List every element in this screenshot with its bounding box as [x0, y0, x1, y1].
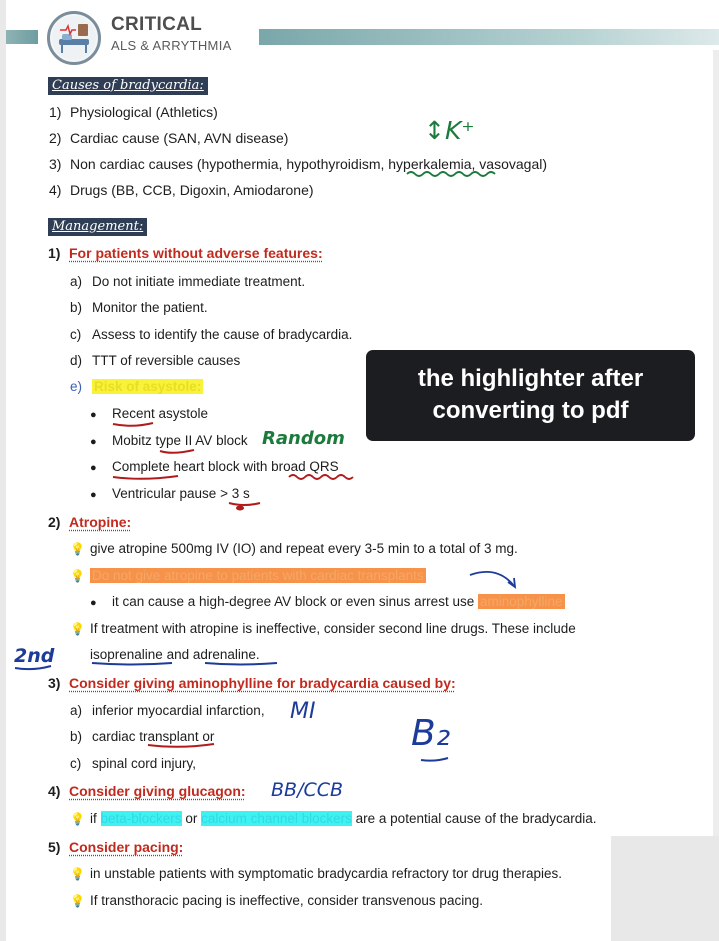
bullet-text-b: heart block with [169, 459, 272, 474]
item-text: TTT of reversible causes [92, 353, 241, 368]
bullet-text-a: Complete [112, 459, 170, 474]
cause-num: 2) [49, 130, 62, 146]
transplant-arrow [470, 572, 515, 587]
item-letter: e) [70, 379, 83, 394]
item-text: Monitor the patient. [92, 300, 208, 315]
bullet-text-c: broad QRS [271, 459, 339, 474]
item-letter: b) [70, 729, 83, 744]
cause-num: 4) [49, 182, 62, 198]
adrenaline-text: adrenaline [192, 647, 256, 662]
hyperkalemia-marked: hyperkalemia [388, 156, 472, 172]
random-annotation: Random [262, 428, 345, 449]
item-text: spinal cord injury, [92, 756, 197, 771]
lightbulb-icon: 💡 [70, 867, 85, 881]
s2-title: Atropine: [69, 514, 132, 530]
s1-title: For patients without adverse features: [69, 245, 323, 261]
s5-text: in unstable patients with symptomatic bradycardia refractory tor drug therapies. [90, 866, 562, 881]
second-line-annotation: 2nd [14, 645, 55, 667]
type-underline [160, 450, 194, 453]
complete-underline [113, 476, 178, 479]
s1-num: 1) [48, 245, 61, 261]
broad-qrs-squiggle [289, 475, 353, 479]
s4-text: or [181, 811, 202, 826]
aminophylline-highlight: aminophylline [479, 594, 563, 609]
transplant-underline [148, 744, 214, 747]
item-text: Do not initiate immediate treatment. [92, 274, 306, 289]
cause-text: Physiological (Athletics) [70, 104, 218, 120]
bullet-dot: ● [90, 597, 97, 609]
bullet-dot: ● [90, 462, 97, 474]
hyperkalemia-squiggle [407, 172, 495, 176]
s5-title: Consider pacing: [69, 839, 184, 855]
cause-text: Cardiac cause (SAN, AVN disease) [70, 130, 289, 146]
s4-num: 4) [48, 783, 61, 799]
transplant-marked: transplant [139, 729, 199, 744]
item-letter: a) [70, 274, 83, 289]
risk-of-asystole-highlight: Risk of asystole: [94, 379, 202, 394]
s2-text: If treatment with atropine is ineffective, consider second line drugs. These include [90, 621, 576, 636]
cause-text-tail: , vasovagal) [471, 156, 548, 172]
bullet-text-b: type [155, 433, 182, 448]
bullet-text-a: Recent [112, 406, 155, 421]
s2-bullet-text: it can cause a high-degree AV block or even sinus arrest use [112, 594, 478, 609]
callout-line-1: the highlighter after [417, 365, 644, 392]
cause-num: 3) [49, 156, 62, 172]
item-text: inferior myocardial infarction, [92, 703, 265, 718]
causes-heading: Causes of bradycardia: [48, 77, 208, 95]
bullet-dot: ● [90, 409, 97, 421]
item-letter: c) [70, 327, 82, 342]
isoprenaline-underline [92, 663, 172, 665]
bullet-text-a: Mobitz [112, 433, 156, 448]
bb-ccb-annotation: BB/CCB [271, 779, 344, 801]
callout-line-2: converting to pdf [432, 397, 629, 424]
lightbulb-icon: 💡 [70, 542, 85, 556]
bullet-text-a: Ventricular pause [112, 486, 221, 501]
brand-subtitle: ALS & ARRYTHMIA [111, 38, 232, 53]
bullet-text-b: asystole [154, 406, 209, 421]
s4-text: if [90, 811, 101, 826]
pause-underline [229, 503, 260, 505]
item-text: cardiac [92, 729, 140, 744]
isoprenaline-text: isoprenaline [90, 647, 163, 662]
cause-text: Drugs (BB, CCB, Digoxin, Amiodarone) [70, 182, 314, 198]
s3-title: Consider giving aminophylline for bradycardia caused by: [69, 675, 456, 691]
beta-blockers-highlight: beta-blockers [100, 811, 182, 826]
mi-annotation: MI [290, 699, 316, 724]
beta2-annotation: B₂ [411, 713, 451, 754]
beta2-underline [421, 758, 448, 761]
item-letter: b) [70, 300, 83, 315]
cause-text: Non cardiac causes (hypothermia, hypothyroidism, [70, 156, 389, 172]
bullet-dot: ● [90, 436, 97, 448]
s2-text: . [255, 647, 260, 662]
s5-num: 5) [48, 839, 61, 855]
s4-text: are a potential cause of the bradycardia. [351, 811, 597, 826]
s4-title: Consider giving glucagon: [69, 783, 246, 799]
second-line-underline [15, 666, 51, 669]
pause-dot [236, 506, 244, 511]
ccb-highlight: calcium channel blockers [201, 811, 352, 826]
bullet-text-b: > 3 s [220, 486, 250, 501]
item-text: Assess to identify the cause of bradycardia. [92, 327, 353, 342]
s2-text: give atropine 500mg IV (IO) and repeat every 3-5 min to a total of 3 mg. [90, 541, 518, 556]
item-letter: a) [70, 703, 83, 718]
s3-num: 3) [48, 675, 61, 691]
lightbulb-icon: 💡 [70, 894, 85, 908]
management-heading: Management: [48, 218, 147, 236]
adrenaline-underline [205, 663, 277, 665]
lightbulb-icon: 💡 [70, 569, 85, 583]
s5-text: If transthoracic pacing is ineffective, consider transvenous pacing. [90, 893, 483, 908]
bullet-text-c: II AV block [181, 433, 248, 448]
s2-text: and [162, 647, 193, 662]
lightbulb-icon: 💡 [70, 622, 85, 636]
brand-title: CRITICAL [111, 14, 203, 35]
item-text-tail: or [198, 729, 215, 744]
lightbulb-icon: 💡 [70, 812, 85, 826]
recent-underline [113, 423, 153, 426]
transplant-warning-highlight: Do not give atropine to patients with cardiac transplants [92, 568, 424, 583]
bullet-dot: ● [90, 489, 97, 501]
item-letter: d) [70, 353, 83, 368]
s2-num: 2) [48, 514, 61, 530]
k-plus-annotation: ↕K⁺ [424, 116, 475, 145]
item-letter: c) [70, 756, 82, 771]
cause-num: 1) [49, 104, 62, 120]
